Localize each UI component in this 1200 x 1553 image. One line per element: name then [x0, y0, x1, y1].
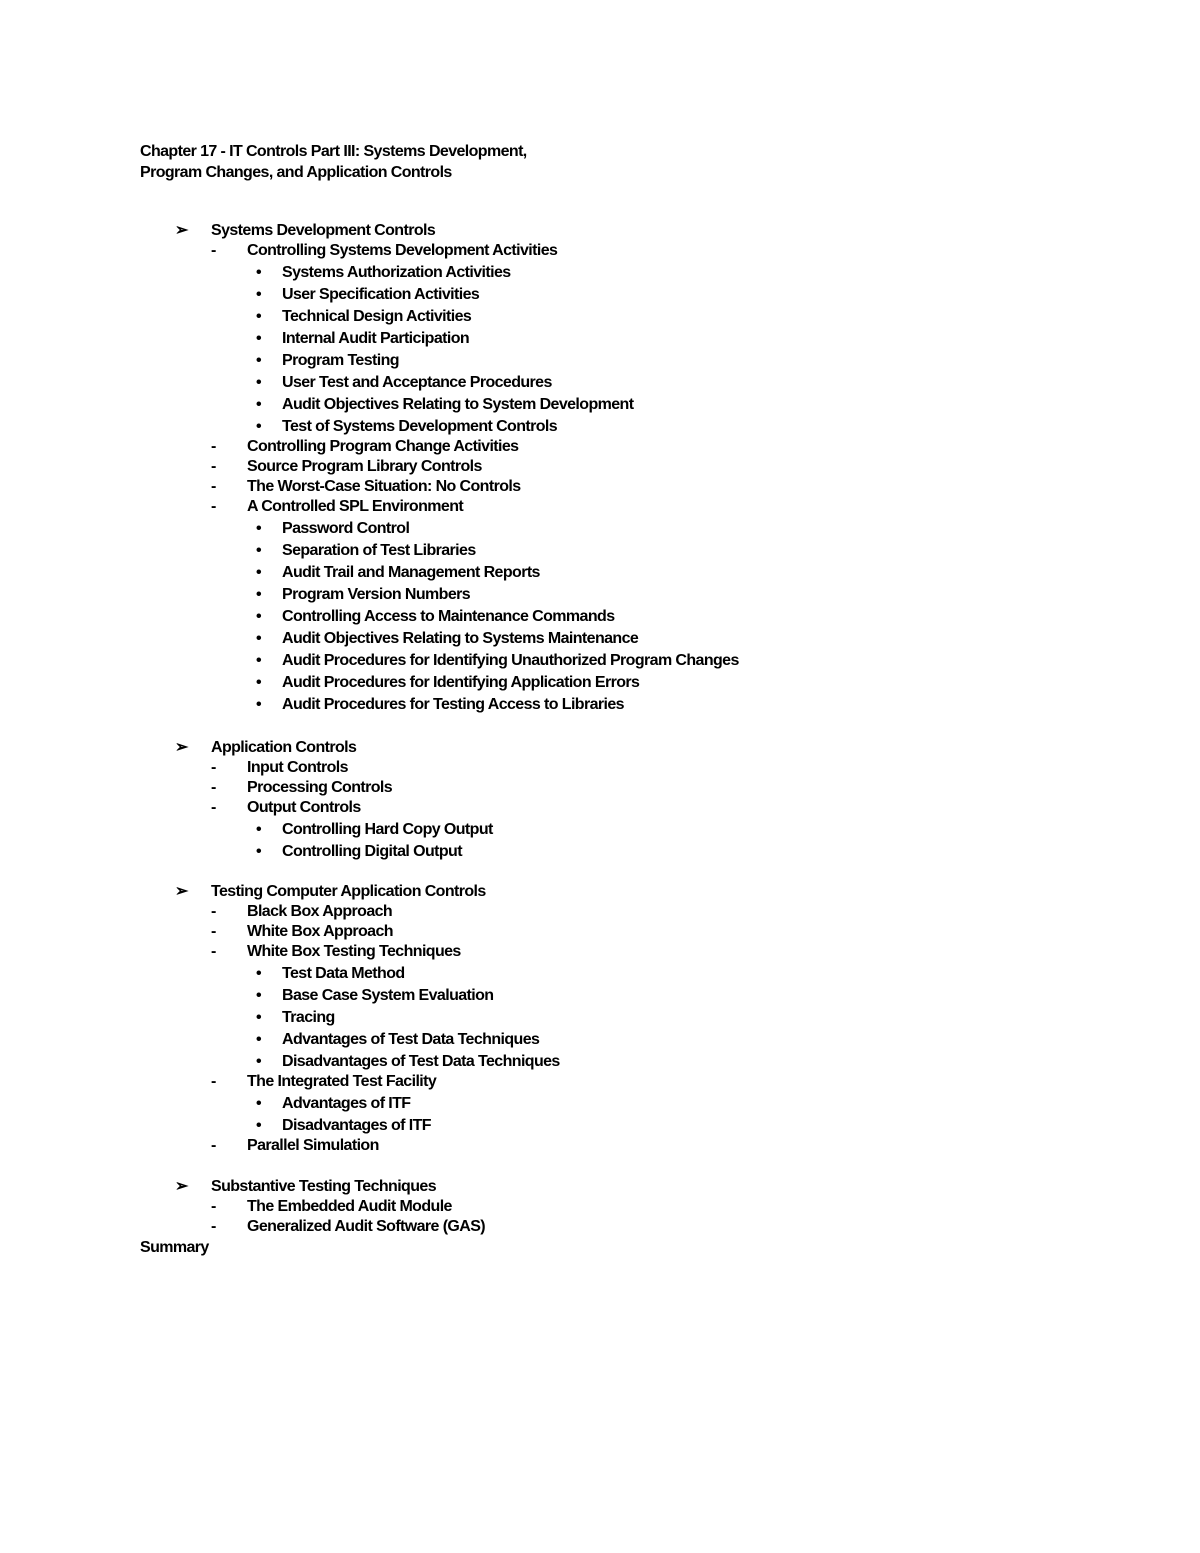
bullet-label: Internal Audit Participation — [282, 330, 470, 347]
item-label: The Integrated Test Facility — [247, 1073, 437, 1090]
dot-bullet-icon: • — [256, 1053, 262, 1070]
dot-bullet-icon: • — [256, 608, 262, 625]
bullet-label: Password Control — [282, 520, 410, 537]
dash-marker: - — [211, 478, 216, 495]
dot-bullet-icon: • — [256, 843, 262, 860]
dot-bullet-icon: • — [256, 352, 262, 369]
bullet-label: Tracing — [282, 1009, 335, 1026]
bullet-label: Technical Design Activities — [282, 308, 472, 325]
item-label: Parallel Simulation — [247, 1137, 379, 1154]
arrow-bullet-icon: ➢ — [175, 1178, 188, 1195]
bullet-label: Audit Procedures for Identifying Unauthorized Program Changes — [282, 652, 739, 669]
item-label: Controlling Systems Development Activities — [247, 242, 558, 259]
dot-bullet-icon: • — [256, 1095, 262, 1112]
dot-bullet-icon: • — [256, 286, 262, 303]
dot-bullet-icon: • — [256, 542, 262, 559]
title-line-1: Chapter 17 - IT Controls Part III: Systems Development, — [140, 143, 527, 160]
dot-bullet-icon: • — [256, 586, 262, 603]
bullet-label: Disadvantages of ITF — [282, 1117, 431, 1134]
dot-bullet-icon: • — [256, 674, 262, 691]
dot-bullet-icon: • — [256, 396, 262, 413]
dot-bullet-icon: • — [256, 1009, 262, 1026]
bullet-label: Separation of Test Libraries — [282, 542, 476, 559]
dot-bullet-icon: • — [256, 264, 262, 281]
dot-bullet-icon: • — [256, 374, 262, 391]
dash-marker: - — [211, 458, 216, 475]
dot-bullet-icon: • — [256, 630, 262, 647]
dot-bullet-icon: • — [256, 965, 262, 982]
dash-marker: - — [211, 1218, 216, 1235]
bullet-label: Program Version Numbers — [282, 586, 471, 603]
dash-marker: - — [211, 903, 216, 920]
item-label: Black Box Approach — [247, 903, 393, 920]
dot-bullet-icon: • — [256, 821, 262, 838]
dash-marker: - — [211, 438, 216, 455]
item-label: The Embedded Audit Module — [247, 1198, 452, 1215]
item-label: Processing Controls — [247, 779, 393, 796]
bullet-label: Audit Procedures for Testing Access to Libraries — [282, 696, 624, 713]
dot-bullet-icon: • — [256, 564, 262, 581]
dash-marker: - — [211, 759, 216, 776]
title-line-2: Program Changes, and Application Controls — [140, 164, 452, 181]
bullet-label: Disadvantages of Test Data Techniques — [282, 1053, 560, 1070]
dash-marker: - — [211, 923, 216, 940]
bullet-label: Audit Trail and Management Reports — [282, 564, 540, 581]
bullet-label: Systems Authorization Activities — [282, 264, 511, 281]
dot-bullet-icon: • — [256, 696, 262, 713]
dot-bullet-icon: • — [256, 520, 262, 537]
bullet-label: Audit Objectives Relating to System Development — [282, 396, 634, 413]
dash-marker: - — [211, 1198, 216, 1215]
bullet-label: Base Case System Evaluation — [282, 987, 494, 1004]
item-label: The Worst-Case Situation: No Controls — [247, 478, 521, 495]
item-label: Generalized Audit Software (GAS) — [247, 1218, 486, 1235]
dash-marker: - — [211, 242, 216, 259]
bullet-label: User Specification Activities — [282, 286, 480, 303]
item-label: Output Controls — [247, 799, 361, 816]
dot-bullet-icon: • — [256, 1117, 262, 1134]
dash-marker: - — [211, 799, 216, 816]
item-label: A Controlled SPL Environment — [247, 498, 464, 515]
bullet-label: User Test and Acceptance Procedures — [282, 374, 552, 391]
section-label: Systems Development Controls — [211, 222, 436, 239]
dash-marker: - — [211, 1137, 216, 1154]
item-label: Source Program Library Controls — [247, 458, 482, 475]
bullet-label: Controlling Hard Copy Output — [282, 821, 493, 838]
dash-marker: - — [211, 779, 216, 796]
bullet-label: Test of Systems Development Controls — [282, 418, 558, 435]
bullet-label: Controlling Digital Output — [282, 843, 462, 860]
item-label: Input Controls — [247, 759, 348, 776]
section-label: Substantive Testing Techniques — [211, 1178, 437, 1195]
bullet-label: Advantages of Test Data Techniques — [282, 1031, 540, 1048]
arrow-bullet-icon: ➢ — [175, 222, 188, 239]
section-label: Testing Computer Application Controls — [211, 883, 486, 900]
dash-marker: - — [211, 498, 216, 515]
dash-marker: - — [211, 943, 216, 960]
dash-marker: - — [211, 1073, 216, 1090]
dot-bullet-icon: • — [256, 987, 262, 1004]
item-label: Controlling Program Change Activities — [247, 438, 519, 455]
bullet-label: Controlling Access to Maintenance Commands — [282, 608, 615, 625]
item-label: White Box Approach — [247, 923, 393, 940]
dot-bullet-icon: • — [256, 1031, 262, 1048]
section-label: Application Controls — [211, 739, 357, 756]
bullet-label: Audit Objectives Relating to Systems Maintenance — [282, 630, 639, 647]
dot-bullet-icon: • — [256, 652, 262, 669]
bullet-label: Program Testing — [282, 352, 399, 369]
dot-bullet-icon: • — [256, 308, 262, 325]
dot-bullet-icon: • — [256, 330, 262, 347]
item-label: White Box Testing Techniques — [247, 943, 461, 960]
bullet-label: Audit Procedures for Identifying Application Errors — [282, 674, 640, 691]
arrow-bullet-icon: ➢ — [175, 883, 188, 900]
dot-bullet-icon: • — [256, 418, 262, 435]
bullet-label: Test Data Method — [282, 965, 405, 982]
summary-heading: Summary — [140, 1239, 209, 1256]
bullet-label: Advantages of ITF — [282, 1095, 411, 1112]
arrow-bullet-icon: ➢ — [175, 739, 188, 756]
